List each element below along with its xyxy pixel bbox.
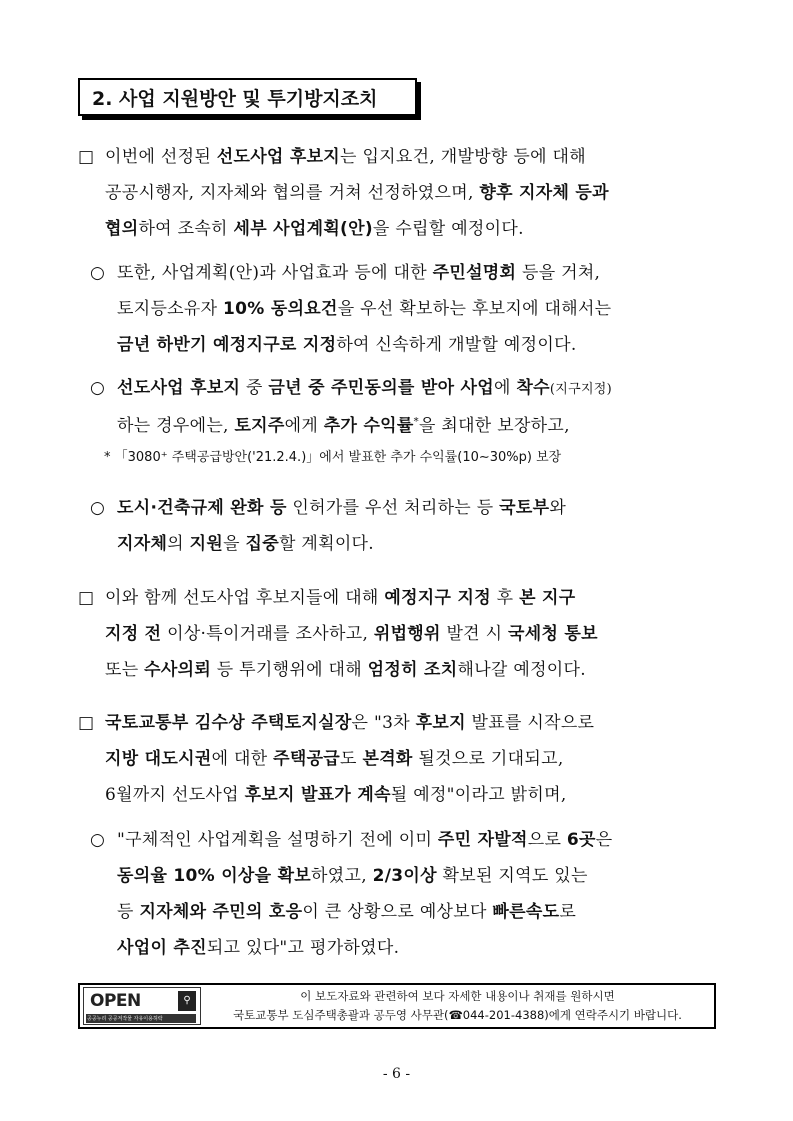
contact-box	[78, 983, 716, 1029]
footnote: * 「3080⁺ 주택공급방안('21.2.4.)」에서 발표한 추가 수익률(10∼30%p) 보장	[104, 450, 562, 465]
circle-bullet: ○	[90, 378, 106, 398]
circle-bullet: ○	[90, 498, 106, 518]
open-logo-subtext: 공공누리 공공저작물 자유이용허락	[86, 1014, 196, 1023]
contact-line-1: 이 보도자료와 관련하여 보다 자세한 내용이나 취재를 원하시면	[300, 989, 615, 1003]
circle-bullet: ○	[90, 263, 106, 283]
square-bullet: □	[78, 713, 95, 733]
person-icon: ⚲	[178, 991, 196, 1011]
open-license-logo	[83, 987, 201, 1025]
paragraph-5: 이와 함께 선도사업 후보지들에 대해 예정지구 지정 후 본 지구 지정 전 이상·특이거래를 조사하고, 위법행위 발견 시 국세청 통보 또는 수사의뢰 등 투기행위에 대해 엄정히 조치해나갈 예정이다.	[105, 588, 598, 680]
section-title: 2. 사업 지원방안 및 투기방지조치	[78, 78, 417, 116]
page-number: - 6 -	[382, 1066, 411, 1082]
paragraph-7: "구체적인 사업계획을 설명하기 전에 이미 주민 자발적으로 6곳은 동의율 10% 이상을 확보하였고, 2/3이상 확보된 지역도 있는 등 지자체와 주민의 호응이 큰 상황으로 예상보다 빠른속도로 사업이 추진되고 있다"고 평가하였다.	[117, 830, 613, 958]
contact-text	[201, 987, 714, 1025]
paragraph-1: 이번에 선정된 선도사업 후보지는 입지요건, 개발방향 등에 대해 공공시행자, 지자체와 협의를 거쳐 선정하였으며, 향후 지자체 등과 협의하여 조속히 세부 사업계획(안)을 수립할 예정이다.	[105, 147, 609, 239]
contact-line-2: 국토교통부 도심주택총괄과 공두영 사무관(☎044-201-4388)에게 연락주시기 바랍니다.	[233, 1008, 682, 1022]
square-bullet: □	[78, 147, 95, 167]
square-bullet: □	[78, 588, 95, 608]
paragraph-3: 선도사업 후보지 중 금년 중 주민동의를 받아 사업에 착수(지구지정) 하는 경우에는, 토지주에게 추가 수익률*을 최대한 보장하고,	[117, 378, 613, 436]
paragraph-2: 또한, 사업계획(안)과 사업효과 등에 대한 주민설명회 등을 거쳐, 토지등소유자 10% 동의요건을 우선 확보하는 후보지에 대해서는 금년 하반기 예정지구로 지정하여 신속하게 개발할 예정이다.	[117, 263, 612, 355]
open-logo-text: OPEN	[90, 991, 141, 1011]
paragraph-4: 도시·건축규제 완화 등 인허가를 우선 처리하는 등 국토부와 지자체의 지원을 집중할 계획이다.	[117, 498, 567, 554]
circle-bullet: ○	[90, 830, 106, 850]
paragraph-6: 국토교통부 김수상 주택토지실장은 "3차 후보지 발표를 시작으로 지방 대도시권에 대한 주택공급도 본격화 될것으로 기대되고, 6월까지 선도사업 후보지 발표가 계속될 예정"이라고 밝히며,	[105, 713, 595, 805]
